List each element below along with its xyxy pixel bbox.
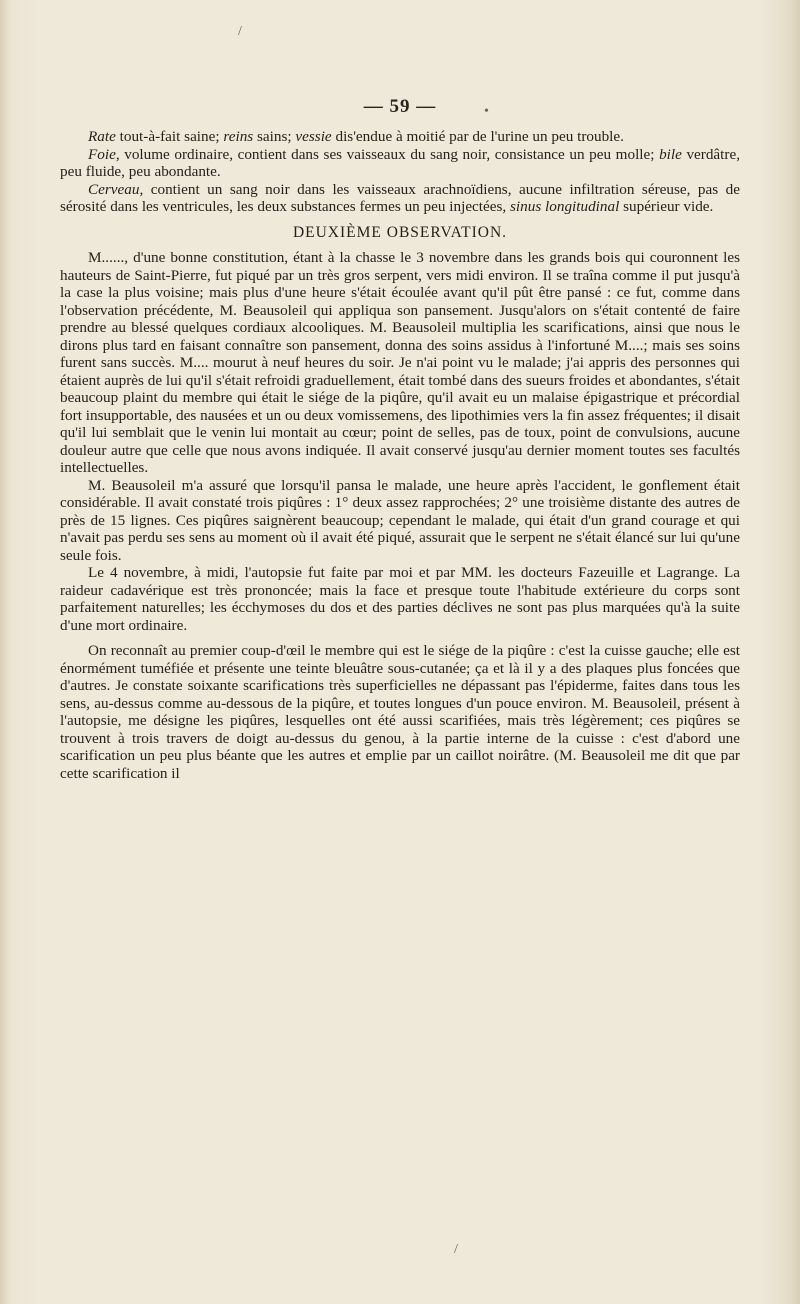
margin-mark: / — [454, 1242, 458, 1257]
term-reins: reins — [223, 128, 254, 145]
paragraph-rate: Rate tout-à-fait saine; reins sains; vessie dis'endue à moitié par de l'urine un peu trouble. — [88, 128, 624, 145]
body-paragraph: M. Beausoleil m'a assuré que lorsqu'il pansa le malade, une heure après l'accident, le gonflement était considérable. Il avait constaté trois piqûres : 1° deux assez rapprochées; 2° une troisième distante des autres de près de 15 lignes. Ces piqûres saignèrent beaucoup; cependant le malade, qui était d'un grand courage et qui n'avait pas perdu ses sens au moment où il avait été piqué, assurait que le serpent ne s'était élancé sur lui qu'une seule fois. — [60, 476, 740, 564]
page-number: — 59 — — [363, 96, 437, 117]
term-bile: bile — [659, 145, 682, 163]
paragraph-cerveau: Cerveau, contient un sang noir dans les vaisseaux arachnoïdiens, aucune infiltration séreuse, pas de sérosité dans les ventricules, les deux substances fermes un peu injectées, sinus longitudinal supérieur vide. — [60, 180, 740, 215]
body-paragraph: Le 4 novembre, à midi, l'autopsie fut faite par moi et par MM. les docteurs Fazeuille et Lagrange. La raideur cadavérique est très prononcée; mais la face et presque toute l'habitude extérieure du corps sont parfaitement naturelles; les écchymoses du dos et des parties déclives ne sont pas plus marquées qu'à la suite d'une mort ordinaire. — [60, 564, 740, 634]
term-vessie: vessie — [295, 128, 332, 145]
section-heading: DEUXIÈME OBSERVATION. — [292, 223, 508, 241]
margin-mark: / — [238, 24, 242, 39]
body-paragraph: M......, d'une bonne constitution, étant à la chasse le 3 novembre dans les grands bois qui couronnent les hauteurs de Saint-Pierre, fut piqué par un très gros serpent, vers midi environ. Il se traîna comme il put jusqu'à la case la plus voisine; mais plus d'une heure s'était écoulée avant qu'il pût être pansé : ce fut, comme dans l'observation précédente, M. Beausoleil qui appliqua son pansement. Jusqu'alors on s'était contenté de faire prendre au blessé quelques cordiaux alcooliques. M. Beausoleil multiplia les scarifications, ainsi que nous le dirons plus tard en faisant connaître son pansement, donna des soins assidus à l'infortuné M....; mais ses soins furent sans succès. M.... mourut à neuf heures du soir. Je n'ai point vu le malade; j'ai appris des personnes qui étaient auprès de lui qu'il s'était refroidi graduellement, était tombé dans des sueurs froides et abondantes, s'était beaucoup plaint du membre qui était le siége de la piqûre, qu'il avait eu un malaise épigastrique et précordial fort insupportable, des nausées et un ou deux vomissemens, des lipothimies vers la fin assez fréquentes; il disait qu'il lui semblait que le venin lui montait au cœur; point de selles, pas de toux, point de convulsions, aucune douleur autre que celle que nous avons indiquée. Il avait conservé jusqu'au dernier moment toutes ses facultés intellectuelles. — [60, 249, 740, 476]
paragraph-foie: Foie, volume ordinaire, contient dans ses vaisseaux du sang noir, consistance un peu molle; bile verdâtre, peu fluide, peu abondante. — [60, 145, 740, 180]
term-cerveau: Cerveau — [88, 180, 140, 198]
term-rate: Rate — [88, 128, 116, 145]
text-block — [60, 128, 740, 782]
margin-mark: • — [484, 104, 489, 119]
term-foie: Foie — [88, 145, 116, 163]
term-sinus: sinus longitudinal — [510, 198, 620, 215]
body-paragraph: On reconnaît au premier coup-d'œil le membre qui est le siége de la piqûre : c'est la cuisse gauche; elle est énormément tuméfiée et présente une teinte bleuâtre sous-cutanée; ça et là il y a des plaques plus foncées que d'autres. Je constate soixante scarifications très superficielles ne dépassant pas l'épiderme, faites dans tous les sens, au-dessus comme au-dessous de la piqûre, et toutes longues d'un pouce environ. M. Beausoleil, présent à l'autopsie, me désigne les piqûres, lesquelles ont été aussi scarifiées, mais très légèrement; ces piqûres se trouvent à trois travers de doigt au-dessus du genou, à la partie interne de la cuisse : c'est d'abord une scarification un peu plus béante que les autres et emplie par un caillot noirâtre. (M. Beausoleil me dit que par cette scarification il — [60, 642, 740, 782]
